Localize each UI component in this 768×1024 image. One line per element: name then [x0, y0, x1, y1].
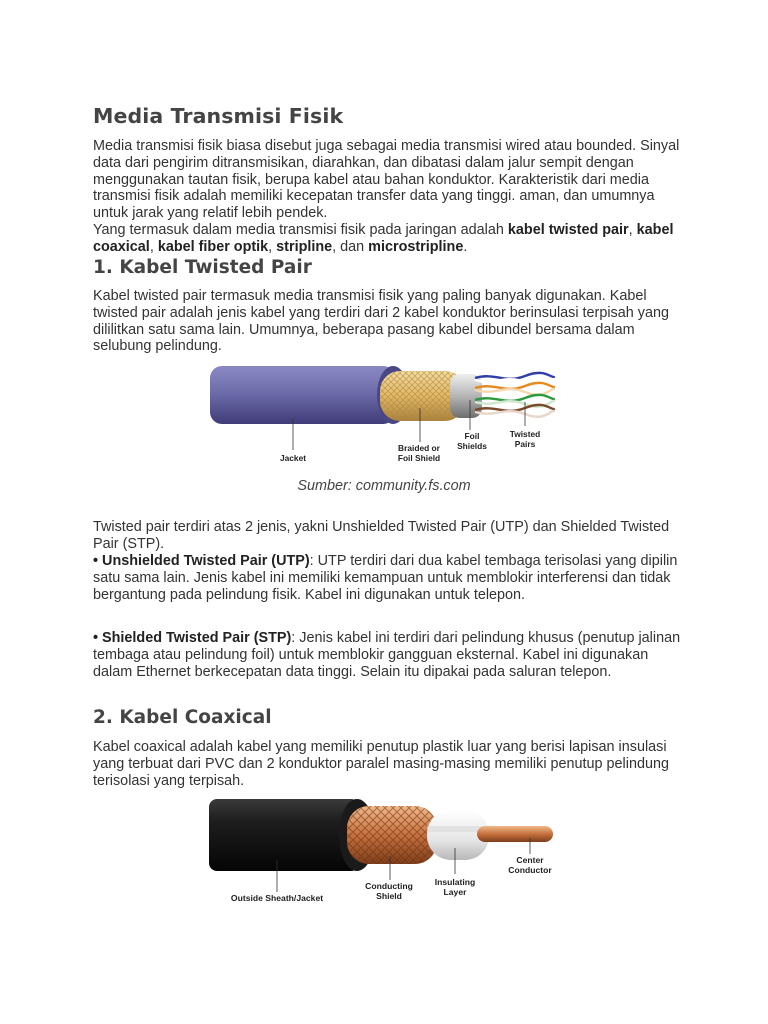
center-conductor — [477, 826, 553, 842]
term-stripline: stripline — [276, 238, 333, 255]
label-foil-2: Shields — [457, 441, 487, 451]
label-conducting-2: Shield — [376, 891, 402, 901]
label-foil-1: Foil — [464, 431, 480, 441]
intro-lead: Yang termasuk dalam media transmisi fisik pada jaringan adalah — [93, 221, 508, 238]
intro-section — [93, 138, 683, 256]
section2-paragraph: Kabel coaxical adalah kabel yang memiliki penutup plastik luar yang berisi lapisan insulasi yang terbuat dari PVC dan 2 konduktor paralel masing-masing memiliki penutup pelindung terisolasi yang terpisah. — [93, 739, 669, 789]
separator: , — [628, 221, 637, 238]
coaxial-cable-figure — [205, 796, 565, 908]
term-twisted-pair: kabel twisted pair — [507, 221, 629, 238]
label-outside-sheath: Outside Sheath/Jacket — [230, 893, 324, 903]
separator: , — [149, 238, 158, 255]
separator: , dan — [332, 238, 369, 255]
stp-item — [93, 630, 683, 680]
stp-bullet: • — [93, 630, 103, 646]
label-center-1: Center — [516, 855, 544, 865]
utp-item — [93, 553, 683, 603]
types-intro: Twisted pair terdiri atas 2 jenis, yakni Unshielded Twisted Pair (UTP) dan Shielded Twisted Pair (STP). — [93, 519, 670, 552]
stp-description: : Jenis kabel ini terdiri dari pelindung khusus (penutup jalinan tembaga atau pelindung foil) untuk memblokir gangguan eksternal. Kabel ini digunakan dalam Ethernet berkecepatan data tinggi. Selain itu dipakai pada saluran telepon. — [93, 630, 681, 680]
separator: , — [268, 238, 277, 255]
section1-heading: 1. Kabel Twisted Pair — [93, 257, 312, 278]
intro-media-list — [93, 222, 683, 256]
utp-description: : UTP terdiri dari dua kabel tembaga terisolasi yang dipilin satu sama lain. Jenis kabel ini memiliki kemampuan untuk memblokir interferensi dan tidak bergantung pada pelindung fisik. Kabel ini digunakan untuk telepon. — [93, 553, 678, 603]
cable-jacket — [210, 366, 395, 424]
label-conducting-1: Conducting — [365, 881, 413, 891]
label-center-2: Conductor — [508, 865, 552, 875]
intro-paragraph: Media transmisi fisik biasa disebut juga sebagai media transmisi wired atau bounded. Sinyal data dari pengirim ditransmisikan, diarahkan, dan dibatasi dalam jalur sempit dengan menggunakan tautan fisik, berupa kabel atau bahan konduktor. Karakteristik dari media transmisi fisik adalah memiliki kecepatan transfer data yang tinggi. aman, dan umumnya untuk jarak yang relatif lebih pendek. — [93, 138, 680, 222]
utp-term: Unshielded Twisted Pair (UTP) — [102, 553, 310, 569]
stp-term: Shielded Twisted Pair (STP) — [102, 630, 292, 646]
label-insulating-1: Insulating — [434, 877, 476, 887]
term-microstripline: microstripline — [368, 238, 464, 255]
label-braided-2: Foil Shield — [397, 453, 441, 463]
twisted-pairs — [475, 373, 555, 417]
page-title: Media Transmisi Fisik — [93, 104, 344, 128]
label-jacket: Jacket — [279, 453, 307, 463]
separator: . — [463, 238, 468, 255]
label-braided-1: Braided or — [398, 443, 440, 453]
term-coaxical: kabel coaxical — [93, 221, 674, 255]
figure-caption: Sumber: community.fs.com — [297, 478, 471, 494]
term-fiber-optik: kabel fiber optik — [157, 238, 269, 255]
outside-sheath — [209, 799, 359, 871]
utp-bullet: • — [93, 553, 103, 569]
label-insulating-2: Layer — [443, 887, 467, 897]
section1-paragraph: Kabel twisted pair termasuk media transmisi fisik yang paling banyak digunakan. Kabel twisted pair adalah jenis kabel yang terdiri dari 2 kabel konduktor berinsulasi terpisah yang dililitkan satu sama lain. Umumnya, beberapa pasang kabel dibundel bersama dalam selubung pelindung. — [93, 288, 669, 355]
label-twisted-1: Twisted — [509, 429, 541, 439]
section2-heading: 2. Kabel Coaxical — [93, 707, 272, 728]
label-twisted-2: Pairs — [514, 439, 536, 449]
twisted-pair-cable-figure — [205, 358, 565, 466]
